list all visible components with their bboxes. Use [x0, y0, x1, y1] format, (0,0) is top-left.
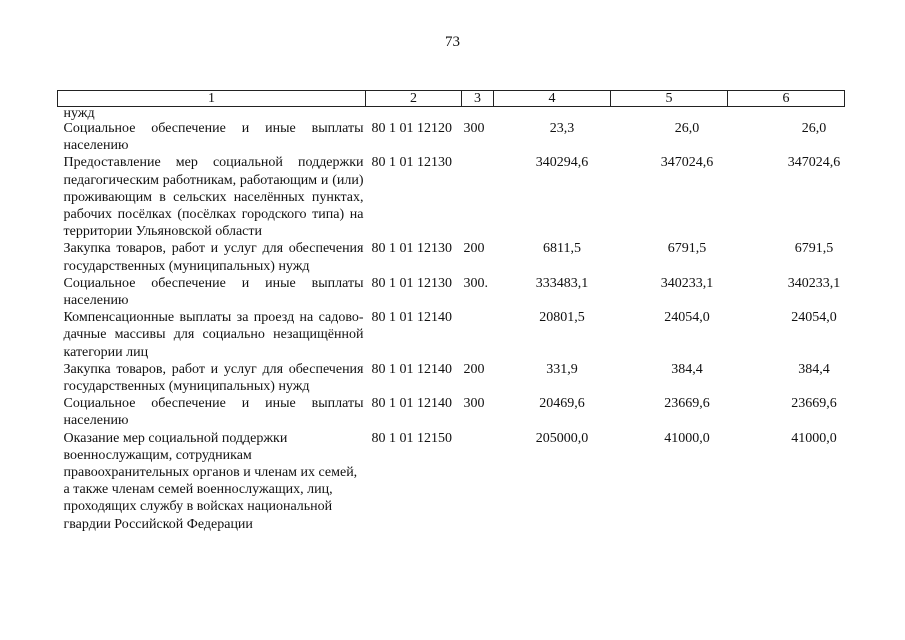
row-value-3: 23669,6 [791, 396, 837, 412]
row-value-2: 6791,5 [667, 241, 707, 257]
row-name: Компенсационные выплаты за проезд на садово-дачные массивы для социально незащищённой категории лиц [63, 310, 364, 360]
row-code: 80 1 01 12150 [371, 430, 452, 446]
row-value-1: 340294,6 [535, 155, 589, 171]
row-value-3: 24054,0 [791, 310, 837, 326]
row-value-1: 205000,0 [535, 430, 589, 446]
row-name: Предоставление мер социальной поддержки педагогическим работникам, работающим и (или) проживающим в сельских населённых пунктах, рабочих посёлках (посёлках городского типа) на территории Ульяновской области [63, 155, 364, 240]
header-col-6: 6 [728, 91, 845, 107]
row-name: Закупка товаров, работ и услуг для обеспечения государственных (муниципальных) нужд [63, 241, 364, 274]
row-code: 80 1 01 12140 [371, 361, 452, 377]
row-code: 80 1 01 12130 [371, 275, 452, 291]
row-name: Социальное обеспечение и иные выплаты населению [63, 121, 364, 154]
row-value-1: 23,3 [549, 121, 575, 136]
row-name: Социальное обеспечение и иные выплаты населению [63, 275, 364, 309]
row-value-2: 23669,6 [664, 396, 710, 412]
row-expense-type: 300 [463, 396, 485, 412]
row-code: 80 1 01 12140 [371, 396, 452, 412]
table-row [58, 240, 845, 274]
header-col-1: 1 [58, 91, 366, 107]
header-col-3: 3 [462, 91, 494, 107]
table-row [58, 275, 845, 309]
table-row [58, 309, 845, 361]
row-value-1: 20469,6 [539, 396, 585, 412]
table-row [58, 154, 845, 240]
row-name: Оказание мер социальной поддержки военнослужащим, сотрудникам правоохранительных органов и членам их семей, а также членам семей военнослужащих, лиц, проходящих службу в войсках национальной гвардии Российской Федерации [63, 430, 358, 532]
table-row [58, 120, 845, 154]
row-code: 80 1 01 12130 [371, 155, 452, 171]
continuation-row [58, 107, 845, 121]
row-value-3: 384,4 [798, 361, 830, 377]
table-row [58, 395, 845, 429]
row-expense-type: 200 [463, 361, 485, 377]
row-name: Закупка товаров, работ и услуг для обеспечения государственных (муниципальных) нужд [63, 361, 364, 395]
row-value-2: 347024,6 [660, 155, 714, 171]
table-row [58, 361, 845, 395]
row-value-1: 331,9 [546, 361, 578, 377]
row-value-1: 333483,1 [535, 275, 589, 291]
row-expense-type: 200 [463, 241, 485, 257]
table-header-row [58, 91, 845, 107]
row-expense-type [462, 430, 494, 533]
row-value-1: 20801,5 [539, 310, 585, 326]
row-value-3: 6791,5 [794, 241, 834, 257]
row-code: 80 1 01 12120 [371, 121, 452, 136]
row-name: Социальное обеспечение и иные выплаты населению [63, 396, 364, 429]
row-expense-type [462, 154, 494, 240]
row-expense-type: 300 [463, 121, 485, 136]
row-code: 80 1 01 12130 [371, 241, 452, 257]
header-col-2: 2 [366, 91, 462, 107]
row-value-2: 24054,0 [664, 310, 710, 326]
row-expense-type [462, 309, 494, 361]
row-value-2: 340233,1 [660, 275, 714, 291]
row-value-3: 41000,0 [791, 430, 837, 446]
row-value-2: 41000,0 [664, 430, 710, 446]
table-row [58, 430, 845, 533]
row-code: 80 1 01 12140 [371, 310, 452, 326]
budget-table [57, 90, 845, 533]
row-expense-type: 300. [463, 275, 488, 291]
row-value-3: 26,0 [801, 121, 827, 136]
header-col-4: 4 [494, 91, 611, 107]
header-col-5: 5 [611, 91, 728, 107]
row-value-2: 384,4 [671, 361, 703, 377]
row-value-3: 340233,1 [787, 275, 841, 291]
continuation-text: нужд [63, 106, 95, 121]
row-value-3: 347024,6 [787, 155, 841, 171]
row-value-2: 26,0 [674, 121, 700, 136]
page-number: 73 [445, 34, 460, 50]
row-value-1: 6811,5 [543, 241, 581, 257]
